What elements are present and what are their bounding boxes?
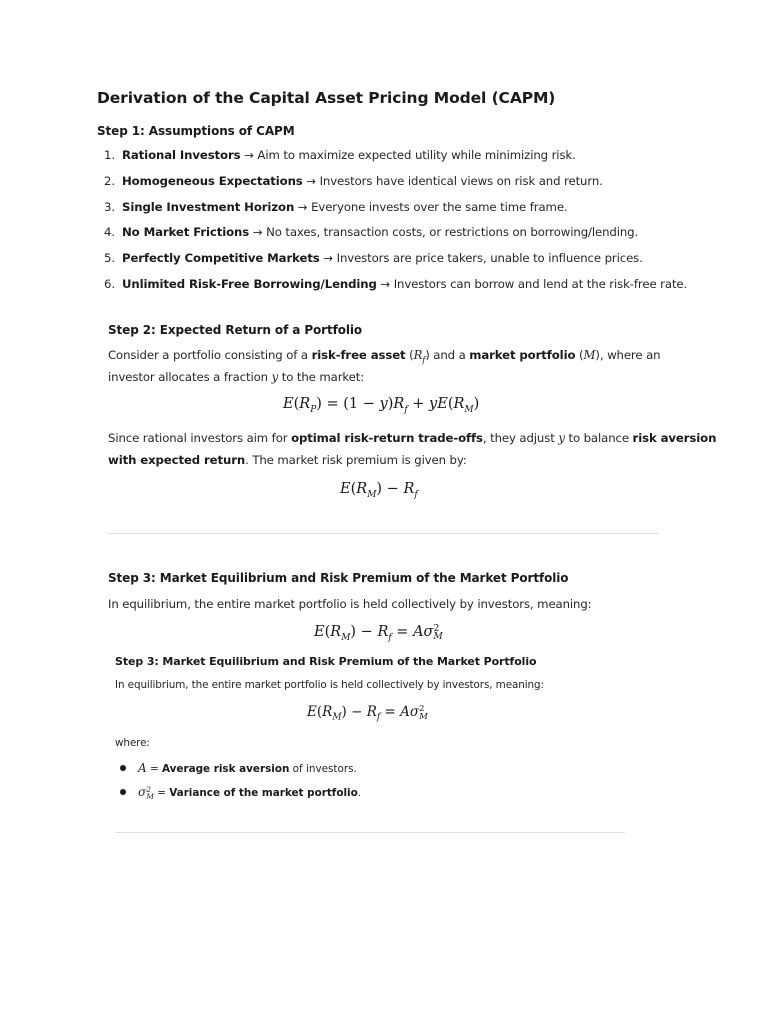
- where-label: where:: [115, 737, 150, 749]
- list-item: 1. Rational Investors → Aim to maximize expected utility while minimizing risk.: [104, 148, 576, 162]
- step3-heading: Step 3: Market Equilibrium and Risk Premium of the Market Portfolio: [108, 571, 569, 585]
- step3-heading-repeat: Step 3: Market Equilibrium and Risk Premium of the Market Portfolio: [115, 655, 537, 668]
- step2-paragraph-line4: with expected return. The market risk premium is given by:: [108, 453, 467, 467]
- divider: [115, 832, 625, 833]
- equation-market-risk-premium: $E(R_M) - R_f$: [340, 481, 418, 500]
- step3-paragraph: In equilibrium, the entire market portfolio is held collectively by investors, meaning:: [108, 597, 592, 611]
- list-item: 3. Single Investment Horizon → Everyone invests over the same time frame.: [104, 200, 568, 214]
- bullet-icon: [120, 765, 126, 771]
- divider: [108, 533, 659, 534]
- bullet-icon: [120, 789, 126, 795]
- list-item: 5. Perfectly Competitive Markets → Investors are price takers, unable to influence prices.: [104, 251, 643, 265]
- step2-paragraph-line2: investor allocates a fraction y to the market:: [108, 370, 365, 384]
- list-item: 2. Homogeneous Expectations → Investors have identical views on risk and return.: [104, 174, 603, 188]
- list-item: A = Average risk aversion of investors.: [120, 761, 357, 775]
- step1-heading: Step 1: Assumptions of CAPM: [97, 124, 295, 138]
- equation-equilibrium: $E(R_M) - R_f = A\sigma$ 2 M: [314, 624, 443, 643]
- step2-paragraph-line1: Consider a portfolio consisting of a risk-free asset $(R_f)$ and a market portfolio (M), where an: [108, 348, 661, 365]
- page-title: Derivation of the Capital Asset Pricing Model (CAPM): [97, 89, 556, 107]
- list-item: 4. No Market Frictions → No taxes, transaction costs, or restrictions on borrowing/lending.: [104, 225, 639, 239]
- equation-portfolio-return: $E(R_P) = (1 - y)R_f + yE(R_M)$: [283, 396, 480, 415]
- list-item: 6. Unlimited Risk-Free Borrowing/Lending → Investors can borrow and lend at the risk-free rate.: [104, 277, 688, 291]
- step3-paragraph-repeat: In equilibrium, the entire market portfolio is held collectively by investors, meaning:: [115, 679, 544, 691]
- step2-paragraph-line3: Since rational investors aim for optimal risk-return trade-offs, they adjust y to balance risk aversion: [108, 431, 717, 445]
- step2-heading: Step 2: Expected Return of a Portfolio: [108, 323, 363, 337]
- list-item: σ 2 M = Variance of the market portfolio.: [120, 785, 361, 800]
- equation-equilibrium-repeat: $E(R_M) - R_f = A\sigma$ 2 M: [307, 704, 428, 723]
